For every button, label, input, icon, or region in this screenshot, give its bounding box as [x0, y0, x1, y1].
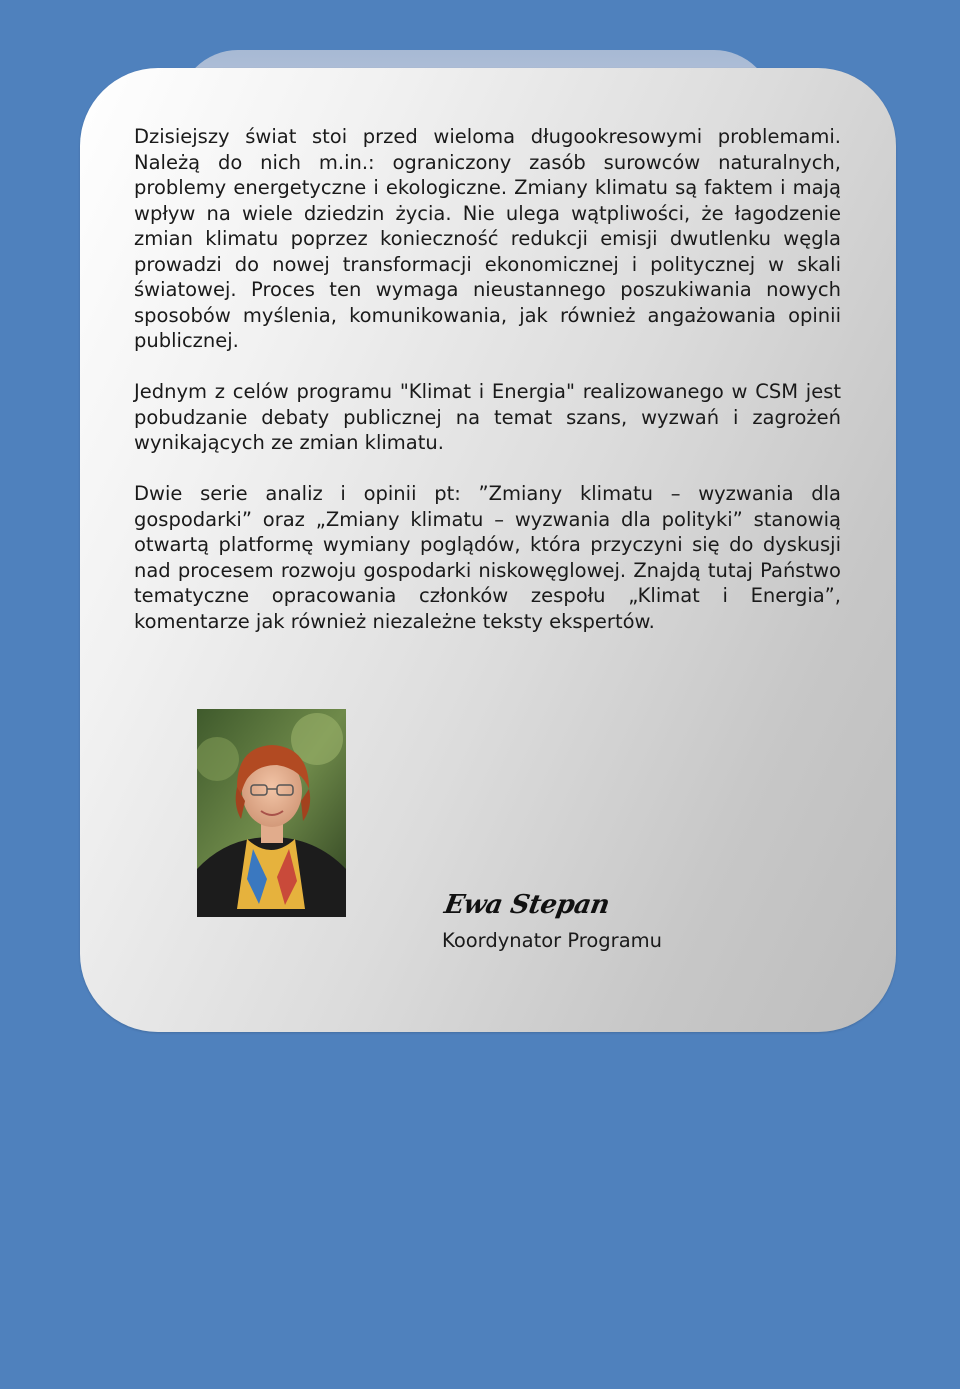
paragraph-program-goal: Jednym z celów programu "Klimat i Energia" realizowanego w CSM jest pobudzanie debaty publicznej na temat szans, wyzwań i zagrożeń wynikających ze zmian klimatu.: [134, 380, 841, 454]
paragraph-intro: Dzisiejszy świat stoi przed wieloma długookresowymi problemami. Należą do nich m.in.: ograniczony zasób surowców naturalnych, problemy energetyczne i ekologiczne. Zmiany klimatu są faktem i mają wpływ na wiele dziedzin życia. Nie ulega wątpliwości, że łagodzenie zmian klimatu poprzez konieczność redukcji emisji dwutlenku węgla prowadzi do nowej transformacji ekonomicznej i politycznej w skali światowej. Proces ten wymaga nieustannego poszukiwania nowych sposobów myślenia, komunikowania, jak również angażowania opinii publicznej.: [134, 125, 841, 352]
signatory-role: Koordynator Programu: [442, 929, 663, 952]
portrait-photo: [197, 709, 346, 917]
paragraph-series: Dwie serie analiz i opinii pt: ”Zmiany klimatu – wyzwania dla gospodarki” oraz „Zmiany klimatu – wyzwania dla polityki” stanowią otwartą platformę wymiany poglądów, która przyczyni się do dyskusji nad procesem rozwoju gospodarki niskowęglowej. Znajdą tutaj Państwo tematyczne opracowania członków zespołu „Klimat i Energia”, komentarze jak również niezależne teksty ekspertów.: [134, 482, 841, 633]
signature: Ewa Stepan: [442, 890, 612, 920]
body-text: [134, 124, 841, 660]
